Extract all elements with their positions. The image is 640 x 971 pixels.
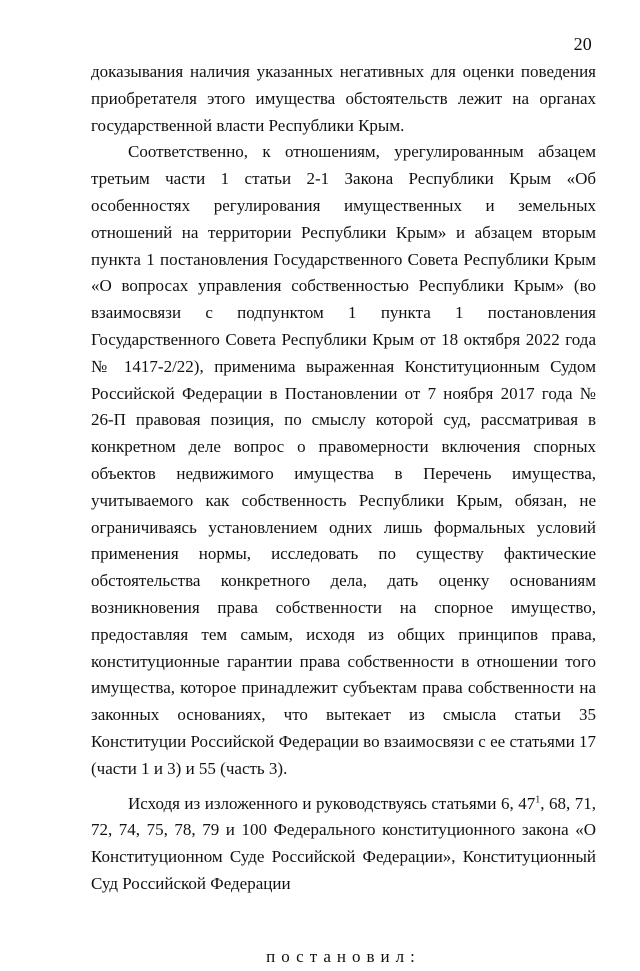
resolution-heading: постановил:: [266, 946, 421, 966]
article-superscript: 1: [535, 793, 541, 805]
document-body: [91, 59, 596, 971]
operative-basis-paragraph: [91, 791, 596, 898]
statutes-reference-end: , 68, 71, 72, 74, 75, 78, 79 и 100 Федерального конституционного закона «О Конституционном Суде Российской Федерации», Конституционный Суд Российской Федерации: [91, 793, 597, 893]
page-number: 20: [573, 34, 592, 54]
continued-paragraph: доказывания наличия указанных негативных для оценки поведения приобретателя этого имущества обстоятельств лежит на органах государственной власти Республики Крым.: [91, 62, 596, 135]
legal-position-paragraph: Соответственно, к отношениям, урегулированным абзацем третьим части 1 статьи 2-1 Закона Республики Крым «Об особенностях регулирования имущественных и земельных отношений на территории Республики Крым» и абзацем вторым пункта 1 постановления Государственного Совета Республики Крым «О вопросах управления собственностью Республики Крым» (во взаимосвязи с подпунктом 1 пункта 1 постановления Государственного Совета Республики Крым от 18 октября 2022 года № 1417-2/22), применима выраженная Конституционным Судом Российской Федерации в Постановлении от 7 ноября 2017 года № 26-П правовая позиция, по смыслу которой суд, рассматривая в конкретном деле вопрос о правомерности включения спорных объектов недвижимого имущества в Перечень имущества, учитываемого как собственность Республики Крым, обязан, не ограничиваясь установлением одних лишь формальных условий применения нормы, исследовать по существу фактические обстоятельства конкретного дела, дать оценку основаниям возникновения права собственности на спорное имущество, предоставляя тем самым, исходя из общих принципов права, конституционные гарантии права собственности в отношении того имущества, которое принадлежит субъектам права собственности на законных основаниях, что вытекает из смысла статьи 35 Конституции Российской Федерации во взаимосвязи с ее статьями 17 (части 1 и 3) и 55 (часть 3).: [91, 142, 596, 778]
statutes-reference-start: Исходя из изложенного и руководствуясь статьями 6, 47: [128, 793, 536, 813]
